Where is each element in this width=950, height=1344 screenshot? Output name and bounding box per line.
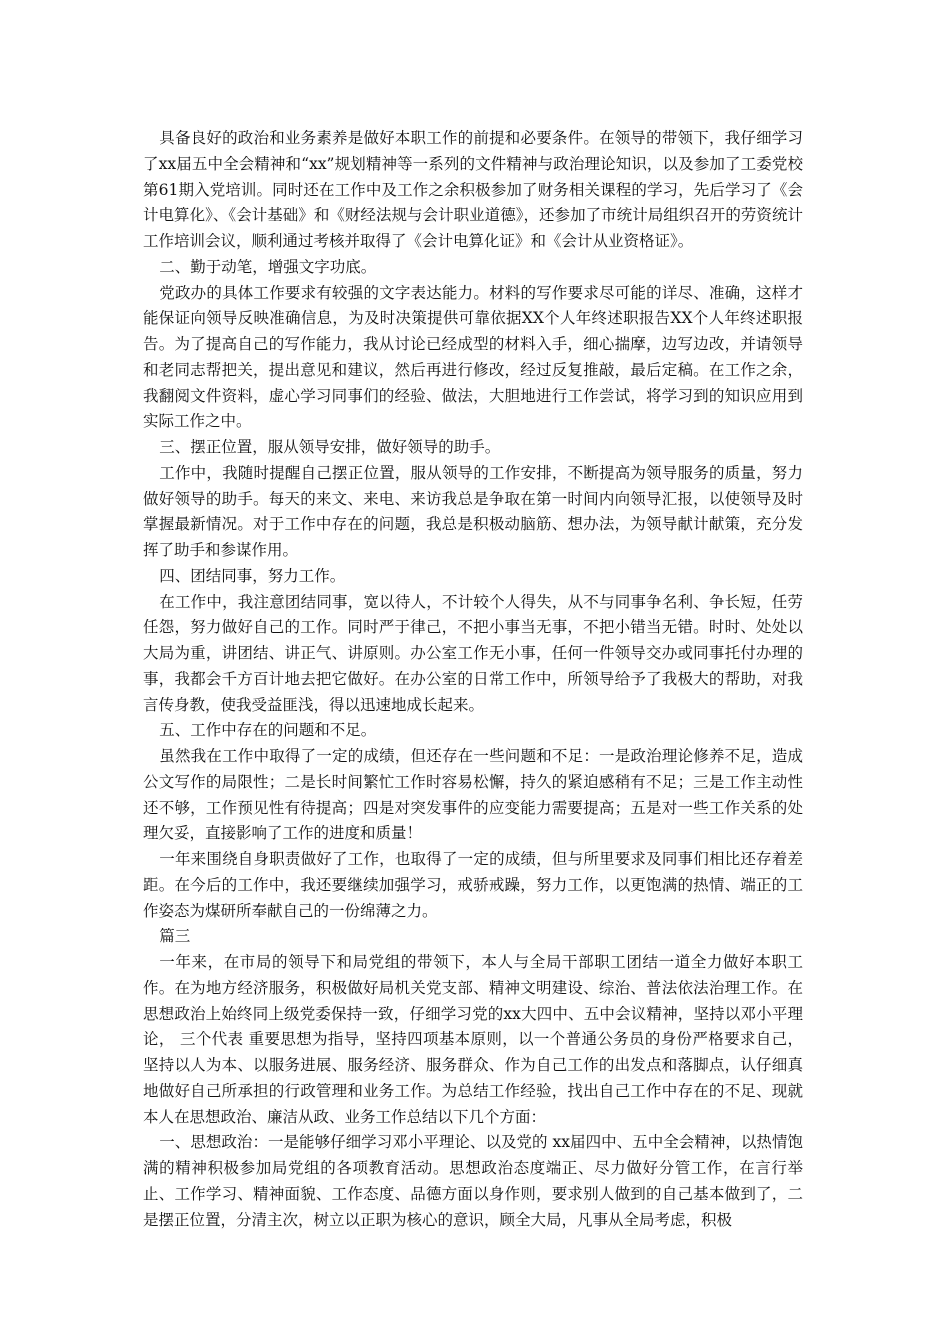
paragraph-conclusion: 一年来围绕自身职责做好了工作，也取得了一定的成绩，但与所里要求及同事们相比还存着差距。在今后的工作中，我还要继续加强学习，戒骄戒躁，努力工作，以更饱满的热情、端正的工作姿态为煤研所奉献自己的一份绵薄之力。	[143, 850, 803, 920]
section-heading-unity: 四、团结同事，努力工作。	[159, 566, 346, 585]
paragraph-position: 工作中，我随时提醒自己摆正位置，服从领导的工作安排，不断提高为领导服务的质量，努力做好领导的助手。每天的来文、来电、来访我总是争取在第一时间内向领导汇报，以使领导及时掌握最新情况。对于工作中存在的问题，我总是积极动脑筋、想办法，为领导献计献策，充分发挥了助手和参谋作用。	[143, 463, 803, 559]
document-body	[143, 126, 803, 1233]
section-heading-position: 三、摆正位置，服从领导安排，做好领导的助手。	[159, 438, 501, 456]
section-heading-part-three: 篇三	[159, 927, 191, 946]
paragraph-problems: 虽然我在工作中取得了一定的成绩，但还存在一些问题和不足：一是政治理论修养不足，造成公文写作的局限性；二是长时间繁忙工作时容易松懈，持久的紧迫感稍有不足；三是工作主动性还不够，工作预见性有待提高；四是对突发事件的应变能力需要提高；五是对一些工作关系的处理欠妥，直接影响了工作的进度和质量！	[143, 747, 803, 843]
paragraph-ideology: 一、思想政治：一是能够仔细学习邓小平理论、以及党的 xx届四中、五中全会精神，以热情饱满的精神积极参加局党组的各项教育活动。思想政治态度端正、尽力做好分管工作，在言行举止、工作学习、精神面貌、工作态度、品德方面以身作则，要求别人做到的自己基本做到了，二是摆正位置，分清主次，树立以正职为核心的意识，顾全大局，凡事从全局考虑，积极	[143, 1133, 803, 1229]
section-heading-writing: 二、勤于动笔，增强文字功底。	[159, 257, 377, 276]
paragraph-unity: 在工作中，我注意团结同事，宽以待人，不计较个人得失，从不与同事争名利、争长短，任劳任怨，努力做好自己的工作。同时严于律己，不把小事当无事，不把小错当无错。时时、处处以大局为重，讲团结、讲正气、讲原则。办公室工作无小事，任何一件领导交办或同事托付办理的事，我都会千方百计地去把它做好。在办公室的日常工作中，所领导给予了我极大的帮助，对我言传身教，使我受益匪浅，得以迅速地成长起来。	[143, 592, 803, 714]
paragraph-qualifications: 具备良好的政治和业务素养是做好本职工作的前提和必要条件。在领导的带领下，我仔细学习了xx届五中全会精神和“xx”规划精神等一系列的文件精神与政治理论知识，以及参加了工委党校第61期入党培训。同时还在工作中及工作之余积极参加了财务相关课程的学习，先后学习了《会计电算化》、《会计基础》和《财经法规与会计职业道德》，还参加了市统计局组织召开的劳资统计工作培训会议，顺利通过考核并取得了《会计电算化证》和《会计从业资格证》。	[143, 129, 803, 250]
section-heading-problems: 五、工作中存在的问题和不足。	[159, 721, 377, 740]
paragraph-writing: 党政办的具体工作要求有较强的文字表达能力。材料的写作要求尽可能的详尽、准确，这样才能保证向领导反映准确信息，为及时决策提供可靠依据XX个人年终述职报告XX个人年终述职报告。为了提高自己的写作能力，我从讨论已经成型的材料入手，细心揣摩，边写边改，并请领导和老同志帮把关，提出意见和建议，然后再进行修改，经过反复推敲，最后定稿。在工作之余，我翻阅文件资料，虚心学习同事们的经验、做法，大胆地进行工作尝试，将学习到的知识应用到实际工作之中。	[143, 283, 803, 431]
paragraph-part-three-intro: 一年来，在市局的领导下和局党组的带领下，本人与全局干部职工团结一道全力做好本职工作。在为地方经济服务，积极做好局机关党支部、精神文明建设、综治、普法依法治理工作。在思想政治上始终同上级党委保持一致，仔细学习党的xx大四中、五中会议精神，坚持以邓小平理论， 三个代表 重要思想为指导，坚持四项基本原则，以一个普通公务员的身份严格要求自己，坚持以人为本、以服务进展、服务经济、服务群众、作为自己工作的出发点和落脚点，认仔细真地做好自己所承担的行政管理和业务工作。为总结工作经验，找出自己工作中存在的不足、现就本人在思想政治、廉洁从政、业务工作总结以下几个方面：	[143, 953, 803, 1126]
